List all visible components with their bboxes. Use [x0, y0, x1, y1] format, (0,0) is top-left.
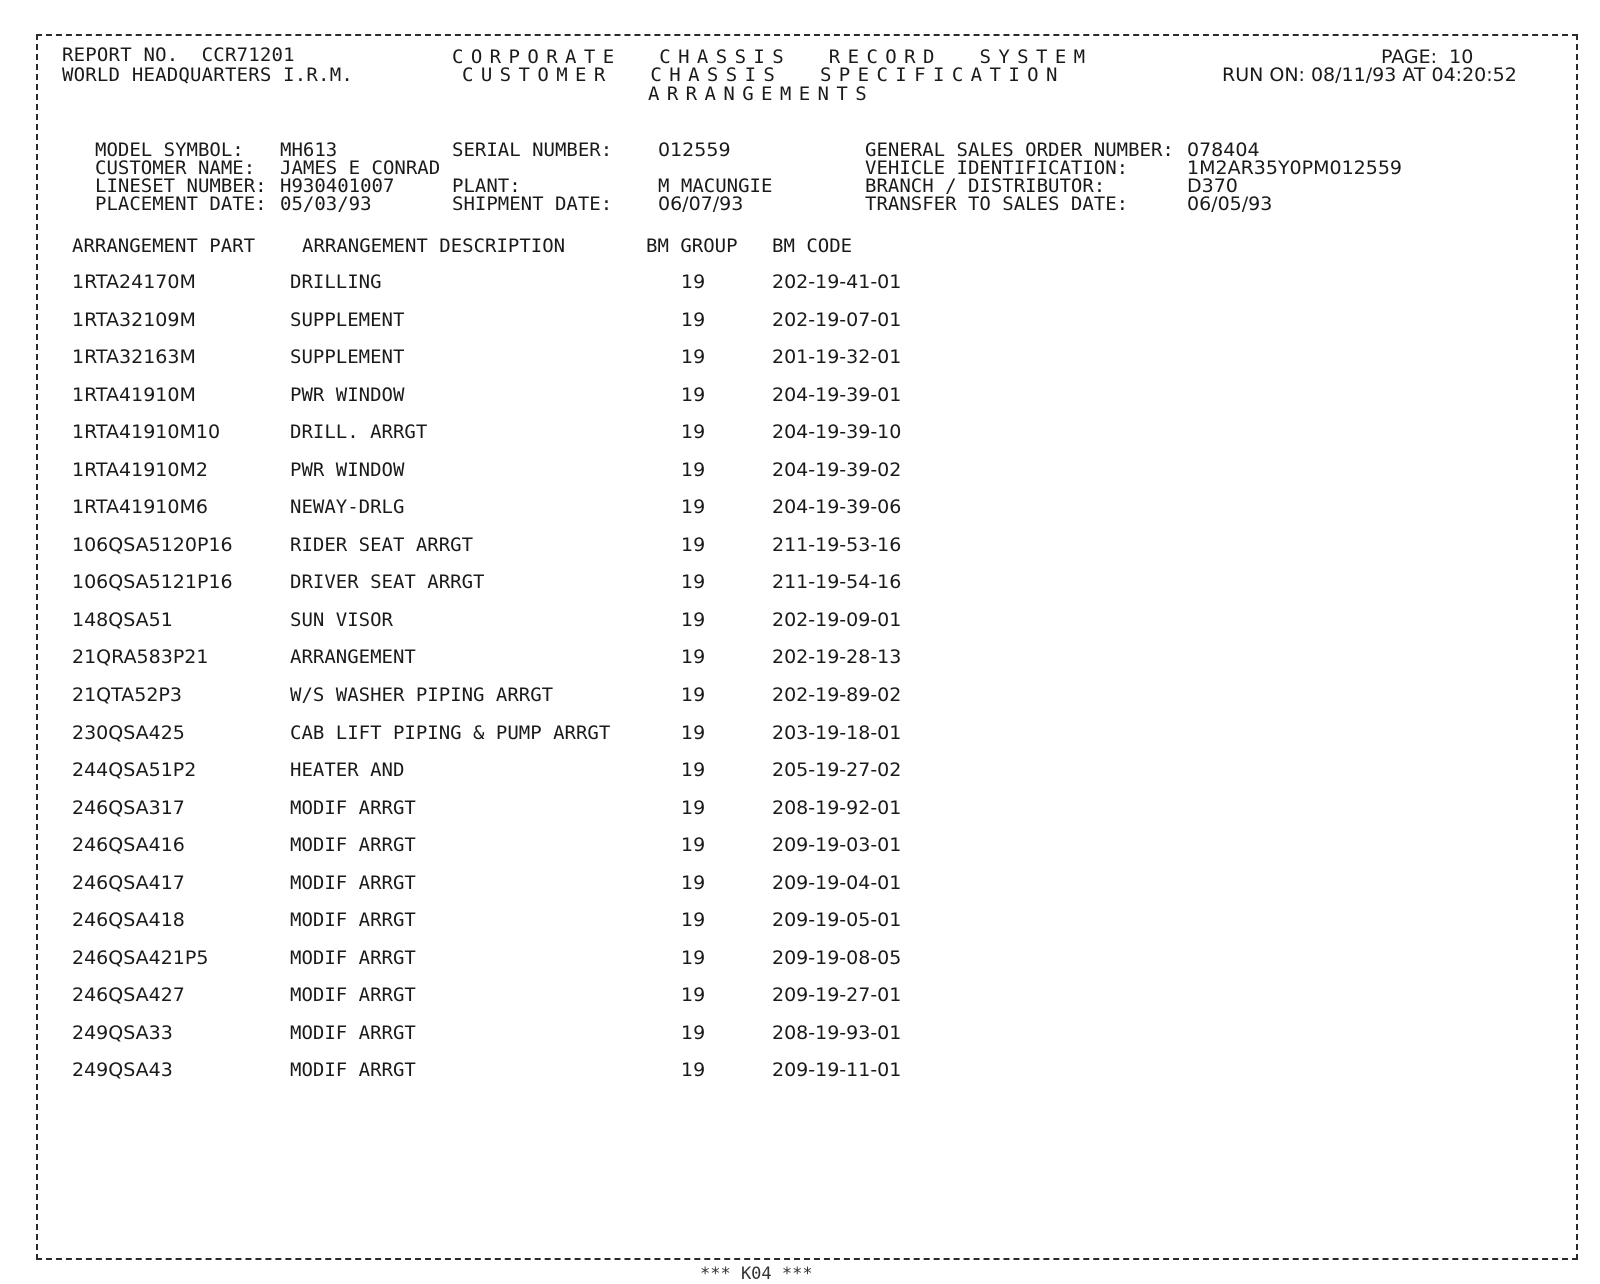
arrangement-part: 1RTA32163M	[72, 346, 196, 369]
bm-code: 202-19-41-01	[772, 271, 902, 293]
transfer-date-value: 06/05/93	[1187, 193, 1273, 215]
arrangement-part: 244QSA51P2	[72, 759, 197, 782]
table-row	[0, 977, 1000, 1015]
table-row	[0, 339, 1000, 377]
bm-group: 19	[681, 458, 706, 481]
arrangement-description: SUN VISOR	[290, 608, 393, 631]
bm-code: 202-19-28-13	[772, 646, 902, 669]
model-symbol-label: MODEL SYMBOL:	[95, 139, 244, 161]
arrangement-part: 1RTA41910M2	[72, 458, 208, 481]
table-row	[0, 752, 1000, 790]
serial-number-label: SERIAL NUMBER:	[452, 139, 613, 161]
arrangement-description: PWR WINDOW	[290, 458, 405, 481]
bm-group: 19	[681, 383, 706, 406]
bm-code: 204-19-39-06	[772, 496, 902, 519]
bm-code: 211-19-53-16	[772, 533, 902, 556]
bm-code: 201-19-32-01	[772, 346, 902, 369]
serial-number-value: 012559	[658, 139, 731, 161]
bm-group: 19	[681, 421, 706, 444]
arrangement-description: SUPPLEMENT	[290, 346, 405, 369]
arrangement-part: 106QSA5120P16	[72, 533, 233, 556]
arrangement-part: 246QSA317	[72, 796, 185, 819]
model-symbol-value: MH613	[280, 139, 338, 161]
arrangement-part: 1RTA24170M	[72, 271, 196, 293]
arrangement-description: MODIF ARRGT	[290, 796, 416, 819]
lineset-number-label: LINESET NUMBER:	[95, 175, 267, 197]
bm-code: 202-19-89-02	[772, 684, 902, 707]
arrangement-part: 230QSA425	[72, 721, 185, 744]
table-row	[0, 790, 1000, 828]
bm-code: 208-19-92-01	[772, 796, 902, 819]
arrangement-part: 1RTA41910M10	[72, 421, 221, 444]
arrangement-description: MODIF ARRGT	[290, 871, 416, 894]
table-row	[0, 264, 1000, 302]
bm-group: 19	[681, 684, 706, 707]
table-row	[0, 302, 1000, 340]
arrangement-description: RIDER SEAT ARRGT	[290, 533, 474, 556]
bm-code: 208-19-93-01	[772, 1021, 902, 1044]
vehicle-id-value: 1M2AR35Y0PM012559	[1187, 157, 1403, 179]
table-row	[0, 865, 1000, 903]
vehicle-id-label: VEHICLE IDENTIFICATION:	[865, 157, 1129, 179]
table-row	[0, 489, 1000, 527]
arrangement-part: 249QSA43	[72, 1059, 173, 1082]
placement-date-label: PLACEMENT DATE:	[95, 193, 267, 215]
page-footer: *** K04 ***	[700, 1264, 813, 1284]
arrangement-description: MODIF ARRGT	[290, 946, 416, 969]
branch-distributor-value: D370	[1187, 175, 1238, 197]
report-subtitle: CUSTOMER CHASSIS SPECIFICATION	[462, 64, 1065, 86]
customer-name-label: CUSTOMER NAME:	[95, 157, 256, 179]
arrangement-part: 1RTA41910M	[72, 383, 196, 406]
bm-group: 19	[681, 496, 706, 519]
bm-group: 19	[681, 271, 706, 293]
column-header-part: ARRANGEMENT PART	[72, 235, 256, 257]
arrangement-description: W/S WASHER PIPING ARRGT	[290, 684, 554, 707]
arrangement-part: 246QSA418	[72, 909, 185, 932]
plant-label: PLANT:	[452, 175, 521, 197]
bm-code: 203-19-18-01	[772, 721, 902, 744]
bm-code: 209-19-27-01	[772, 984, 902, 1007]
bm-group: 19	[681, 646, 706, 669]
table-row	[0, 715, 1000, 753]
bm-code: 209-19-04-01	[772, 871, 902, 894]
table-row	[0, 602, 1000, 640]
table-row	[0, 564, 1000, 602]
bm-group: 19	[681, 571, 706, 594]
run-timestamp: RUN ON: 08/11/93 AT 04:20:52	[1222, 64, 1517, 86]
arrangement-description: HEATER AND	[290, 759, 405, 782]
bm-code: 211-19-54-16	[772, 571, 902, 594]
arrangement-description: ARRANGEMENT	[290, 646, 416, 669]
bm-code: 202-19-09-01	[772, 608, 902, 631]
arrangement-part: 1RTA41910M6	[72, 496, 208, 519]
bm-code: 209-19-11-01	[772, 1059, 902, 1082]
lineset-number-value: H930401007	[280, 175, 395, 197]
bm-group: 19	[681, 909, 706, 932]
page-number: PAGE: 10	[1381, 46, 1474, 68]
arrangement-description: PWR WINDOW	[290, 383, 405, 406]
sales-order-value: 078404	[1187, 139, 1260, 161]
column-header-description: ARRANGEMENT DESCRIPTION	[302, 235, 566, 257]
arrangement-part: 246QSA421P5	[72, 946, 209, 969]
arrangement-part: 246QSA417	[72, 871, 185, 894]
arrangement-description: MODIF ARRGT	[290, 909, 416, 932]
arrangement-part: 1RTA32109M	[72, 308, 196, 331]
arrangement-part: 106QSA5121P16	[72, 571, 233, 594]
bm-code: 209-19-05-01	[772, 909, 902, 932]
branch-distributor-label: BRANCH / DISTRIBUTOR:	[865, 175, 1106, 197]
bm-group: 19	[681, 834, 706, 857]
customer-name-value: JAMES E CONRAD	[280, 157, 441, 179]
transfer-date-label: TRANSFER TO SALES DATE:	[865, 193, 1129, 215]
bm-group: 19	[681, 346, 706, 369]
placement-date-value: 05/03/93	[280, 193, 372, 215]
bm-group: 19	[681, 533, 706, 556]
arrangement-description: MODIF ARRGT	[290, 1059, 416, 1082]
table-row	[0, 827, 1000, 865]
table-row	[0, 940, 1000, 978]
bm-group: 19	[681, 608, 706, 631]
bm-group: 19	[681, 1059, 706, 1082]
shipment-date-label: SHIPMENT DATE:	[452, 193, 613, 215]
arrangement-description: DRILL. ARRGT	[290, 421, 428, 444]
bm-group: 19	[681, 946, 706, 969]
arrangement-description: DRILLING	[290, 271, 382, 293]
report-number: REPORT NO. CCR71201	[62, 44, 295, 66]
arrangement-part: 249QSA33	[72, 1021, 173, 1044]
arrangement-description: MODIF ARRGT	[290, 1021, 416, 1044]
bm-code: 209-19-08-05	[772, 946, 902, 969]
bm-code: 204-19-39-01	[772, 383, 902, 406]
table-row	[0, 902, 1000, 940]
arrangement-part: 246QSA416	[72, 834, 185, 857]
bm-code: 204-19-39-10	[772, 421, 902, 444]
table-row	[0, 377, 1000, 415]
bm-code: 204-19-39-02	[772, 458, 902, 481]
table-row	[0, 1015, 1000, 1053]
bm-group: 19	[681, 759, 706, 782]
arrangement-part: 21QTA52P3	[72, 684, 182, 707]
arrangement-description: CAB LIFT PIPING & PUMP ARRGT	[290, 721, 611, 744]
bm-group: 19	[681, 721, 706, 744]
arrangement-description: MODIF ARRGT	[290, 834, 416, 857]
table-row	[0, 414, 1000, 452]
sales-order-label: GENERAL SALES ORDER NUMBER:	[865, 139, 1174, 161]
arrangement-description: NEWAY-DRLG	[290, 496, 405, 519]
report-title: CORPORATE CHASSIS RECORD SYSTEM	[452, 46, 1093, 68]
bm-code: 209-19-03-01	[772, 834, 902, 857]
arrangement-description: MODIF ARRGT	[290, 984, 416, 1007]
bm-group: 19	[681, 308, 706, 331]
bm-group: 19	[681, 796, 706, 819]
arrangement-description: SUPPLEMENT	[290, 308, 405, 331]
bm-code: 205-19-27-02	[772, 759, 902, 782]
bm-code: 202-19-07-01	[772, 308, 902, 331]
table-row	[0, 677, 1000, 715]
column-header-bm-group: BM GROUP	[646, 235, 738, 257]
arrangement-part: 148QSA51	[72, 608, 173, 631]
table-row	[0, 527, 1000, 565]
bm-group: 19	[681, 984, 706, 1007]
plant-value: M MACUNGIE	[658, 175, 773, 197]
arrangement-description: DRIVER SEAT ARRGT	[290, 571, 485, 594]
table-row	[0, 1052, 1000, 1090]
column-header-bm-code: BM CODE	[772, 235, 853, 257]
bm-group: 19	[681, 1021, 706, 1044]
arrangement-part: 246QSA427	[72, 984, 185, 1007]
headquarters-label: WORLD HEADQUARTERS I.R.M.	[62, 64, 353, 86]
table-row	[0, 452, 1000, 490]
report-section: ARRANGEMENTS	[648, 83, 875, 105]
table-row	[0, 639, 1000, 677]
arrangements-table	[0, 264, 1000, 1090]
arrangement-part: 21QRA583P21	[72, 646, 209, 669]
shipment-date-value: 06/07/93	[658, 193, 744, 215]
bm-group: 19	[681, 871, 706, 894]
